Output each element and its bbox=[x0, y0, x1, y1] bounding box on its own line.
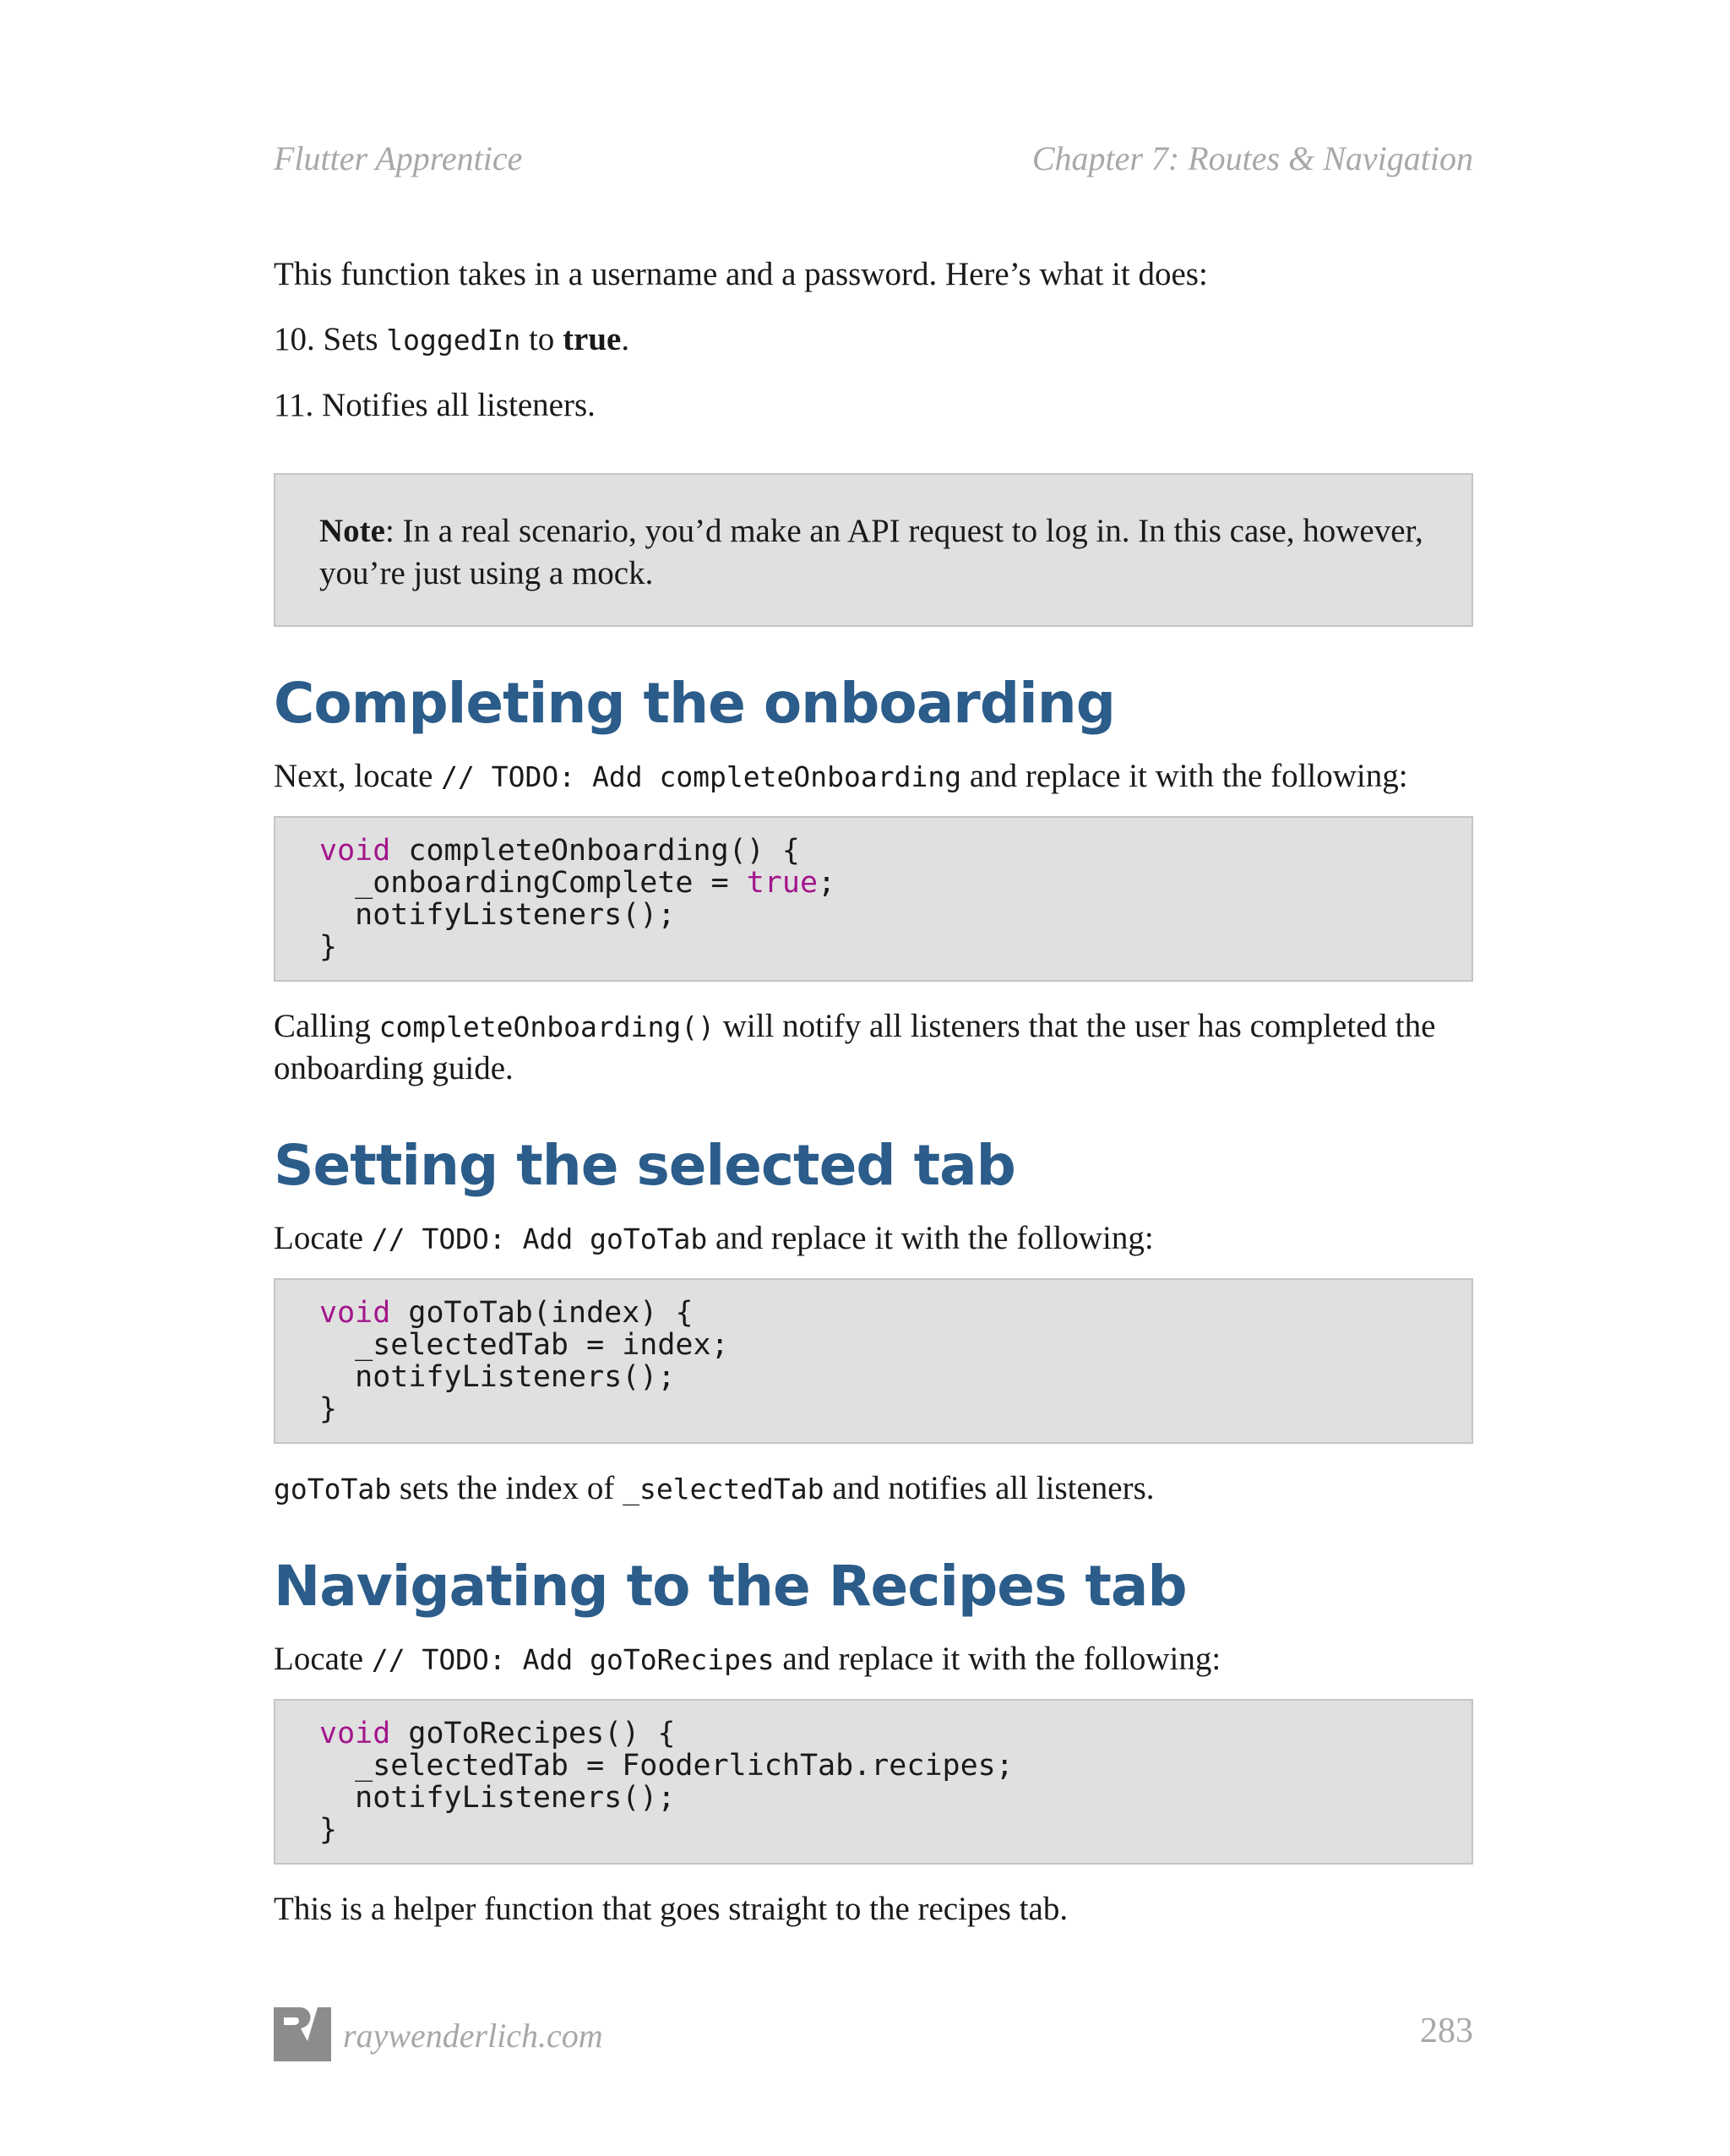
list-item-11: 11. Notifies all listeners. bbox=[274, 387, 596, 423]
heading-selected-tab: Setting the selected tab bbox=[274, 1133, 1015, 1198]
code-line: void goToRecipes() { bbox=[319, 1717, 676, 1750]
code-block bbox=[274, 1699, 1473, 1865]
instruction-paragraph: Locate // TODO: Add goToTab and replace it with the following: bbox=[274, 1220, 1154, 1256]
heading-recipes-tab: Navigating to the Recipes tab bbox=[274, 1554, 1187, 1619]
code-block bbox=[274, 1278, 1473, 1444]
code-line: } bbox=[319, 1392, 338, 1426]
code-line: notifyListeners(); bbox=[319, 1781, 676, 1815]
inline-code: // TODO: Add goToTab bbox=[371, 1222, 708, 1255]
page-header bbox=[274, 139, 1473, 178]
code-line: void completeOnboarding() { bbox=[319, 834, 800, 868]
code-line: _selectedTab = FooderlichTab.recipes; bbox=[319, 1749, 1014, 1783]
description-paragraph: goToTab sets the index of _selectedTab and notifies all listeners. bbox=[274, 1470, 1155, 1506]
chapter-title: Chapter 7: Routes & Navigation bbox=[1031, 139, 1473, 177]
book-title: Flutter Apprentice bbox=[274, 139, 523, 177]
description-paragraph: This is a helper function that goes straight to the recipes tab. bbox=[274, 1891, 1069, 1927]
note-label: Note bbox=[319, 513, 385, 549]
code-line: } bbox=[319, 930, 338, 964]
footer-site-link[interactable]: raywenderlich.com bbox=[343, 2017, 603, 2055]
bold-text: true bbox=[563, 321, 622, 357]
inline-code: _selectedTab bbox=[623, 1473, 824, 1505]
inline-code: loggedIn bbox=[386, 324, 521, 357]
heading-completing-onboarding: Completing the onboarding bbox=[274, 671, 1115, 736]
code-line: _onboardingComplete = true; bbox=[319, 866, 836, 900]
page-content bbox=[274, 253, 1473, 1930]
raywenderlich-logo-icon bbox=[274, 2004, 331, 2061]
instruction-paragraph: Locate // TODO: Add goToRecipes and replace it with the following: bbox=[274, 1641, 1221, 1677]
code-line: notifyListeners(); bbox=[319, 1360, 676, 1394]
code-line: } bbox=[319, 1813, 338, 1847]
page-number: 283 bbox=[1420, 2012, 1473, 2050]
inline-code: completeOnboarding() bbox=[378, 1010, 715, 1043]
inline-code: // TODO: Add goToRecipes bbox=[371, 1643, 775, 1676]
note-box bbox=[274, 473, 1473, 627]
inline-code: // TODO: Add completeOnboarding bbox=[441, 760, 962, 793]
note-text: : In a real scenario, you’d make an API request to log in. In this case, however, you’re just using a mock. bbox=[319, 513, 1423, 591]
inline-code: goToTab bbox=[274, 1473, 392, 1505]
code-block bbox=[274, 816, 1473, 982]
code-line: _selectedTab = index; bbox=[319, 1328, 729, 1362]
intro-paragraph: This function takes in a username and a password. Here’s what it does: bbox=[274, 256, 1208, 292]
list-item-10: 10. Sets loggedIn to true. bbox=[274, 321, 630, 357]
code-line: void goToTab(index) { bbox=[319, 1296, 694, 1330]
instruction-paragraph: Next, locate // TODO: Add completeOnboarding and replace it with the following: bbox=[274, 758, 1408, 794]
description-paragraph: Calling completeOnboarding() will notify all listeners that the user has completed the onboarding guide. bbox=[274, 1008, 1436, 1086]
code-line: notifyListeners(); bbox=[319, 898, 676, 932]
